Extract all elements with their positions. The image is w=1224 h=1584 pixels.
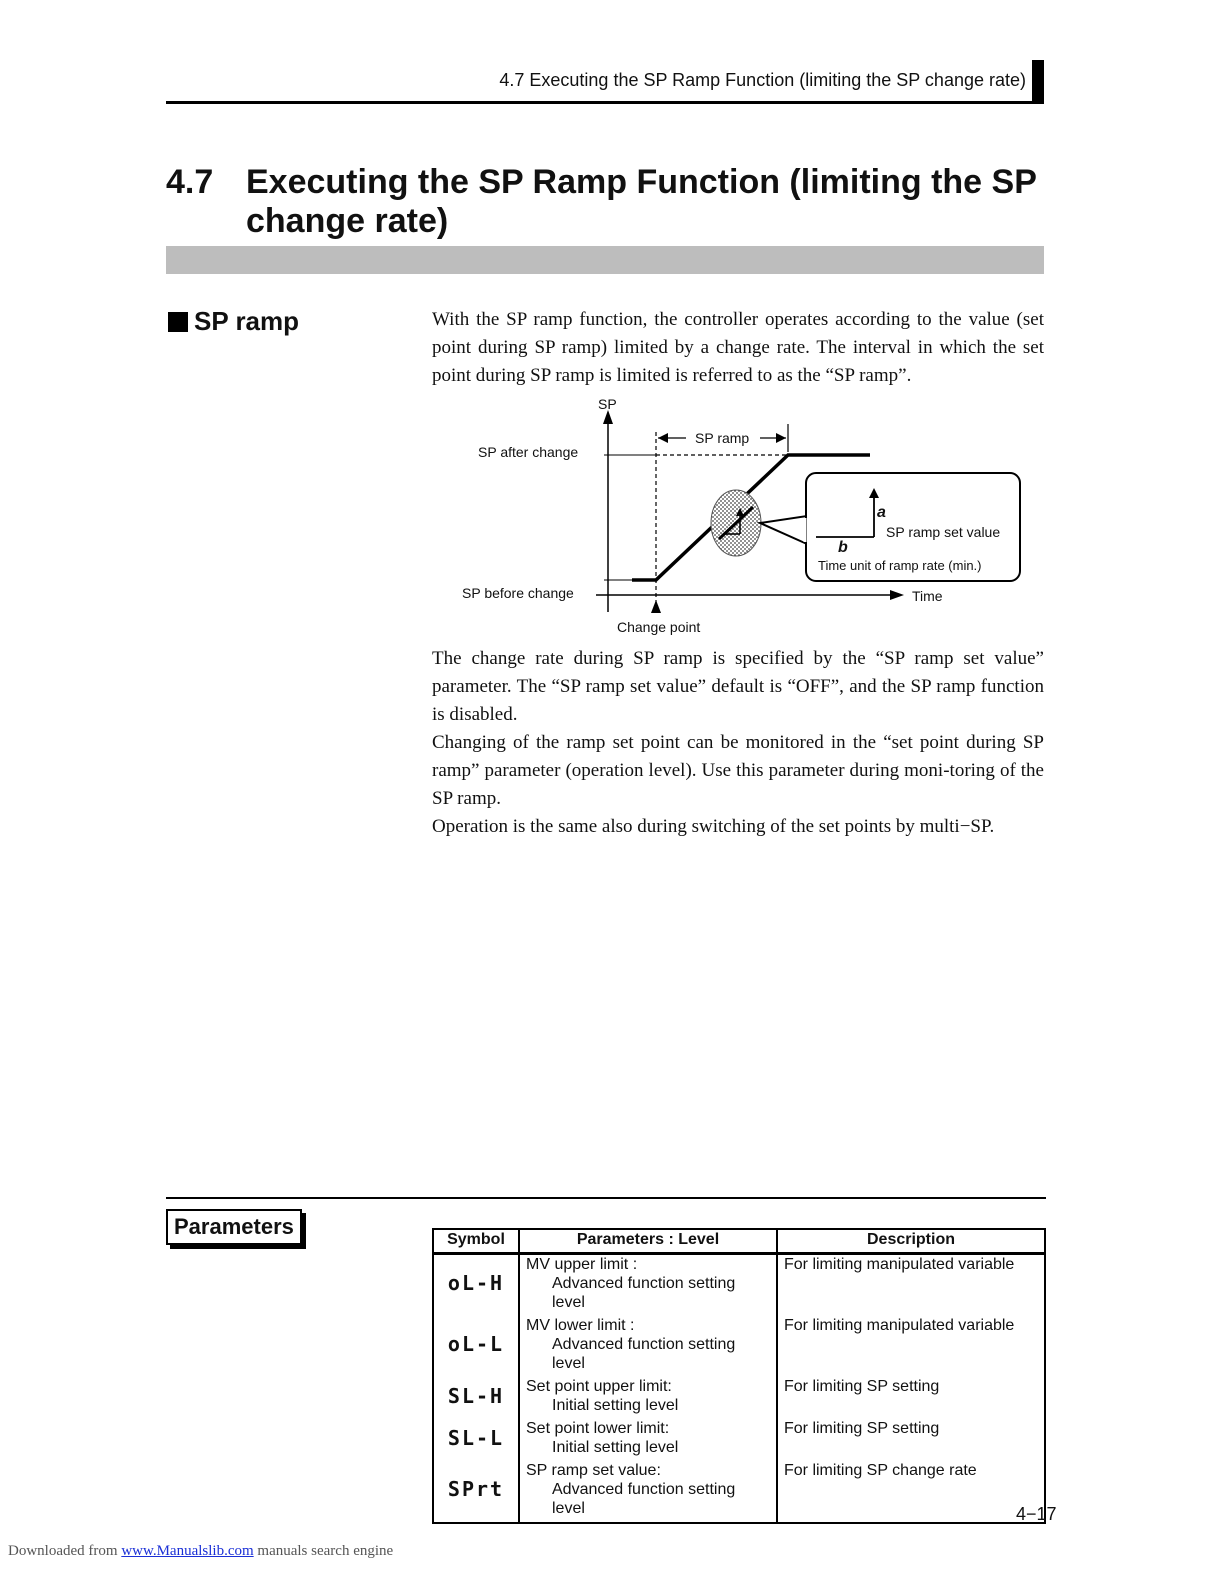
x-axis-arrow-icon xyxy=(890,590,904,600)
paragraph-monitoring: Changing of the ramp set point can be monitored in the “set point during SP ramp” parameter (operation level). Use this parameter during moni-toring of the SP ramp. xyxy=(432,732,1044,809)
header-rule xyxy=(166,101,1044,104)
sp-before-change-label: SP before change xyxy=(462,585,574,601)
parameter-cell xyxy=(519,1419,777,1461)
sp-ramp-diagram xyxy=(440,392,1040,640)
symbol-cell: oL-L xyxy=(433,1316,519,1377)
symbol-cell: oL-H xyxy=(433,1254,519,1317)
section-title: Executing the SP Ramp Function (limiting the SP change rate) xyxy=(246,163,1037,240)
parameters-table xyxy=(432,1228,1046,1524)
parameter-name: Set point upper limit: xyxy=(526,1378,672,1395)
title-gray-band xyxy=(166,246,1044,274)
subsection-heading xyxy=(168,306,299,337)
manualslib-link[interactable]: www.Manualslib.com xyxy=(121,1543,254,1559)
y-axis-arrow-icon xyxy=(603,410,613,424)
table-row xyxy=(433,1419,1045,1461)
running-header: 4.7 Executing the SP Ramp Function (limiting the SP change rate) xyxy=(499,70,1026,90)
ramp-right-arrow-icon xyxy=(776,433,786,443)
paragraph-change-rate: The change rate during SP ramp is specified by the “SP ramp set value” parameter. The “SP ramp set value” default is “OFF”, and the SP ramp function is disabled. xyxy=(432,648,1044,725)
parameter-name: MV upper limit : xyxy=(526,1256,638,1273)
x-axis-label: Time xyxy=(912,588,943,604)
body-paragraphs xyxy=(432,645,1044,841)
parameter-level: Advanced function setting level xyxy=(552,1481,736,1517)
bullet-square-icon xyxy=(168,312,188,332)
sp-after-change-label: SP after change xyxy=(478,444,579,460)
intro-paragraph xyxy=(432,306,1044,390)
table-header-row xyxy=(433,1229,1045,1254)
parameter-cell xyxy=(519,1461,777,1523)
symbol-cell: SL-H xyxy=(433,1377,519,1419)
column-header-parameters: Parameters : Level xyxy=(519,1229,777,1254)
column-header-symbol: Symbol xyxy=(433,1229,519,1254)
y-axis-label: SP xyxy=(598,396,617,412)
sp-ramp-label: SP ramp xyxy=(695,430,750,446)
parameter-level: Initial setting level xyxy=(552,1397,679,1414)
symbol-cell: SL-L xyxy=(433,1419,519,1461)
parameter-name: MV lower limit : xyxy=(526,1317,635,1334)
ramp-left-arrow-icon xyxy=(658,433,668,443)
description-cell: For limiting manipulated variable xyxy=(777,1316,1045,1377)
change-point-arrow-icon xyxy=(651,600,661,613)
column-header-description: Description xyxy=(777,1229,1045,1254)
footer-prefix: Downloaded from xyxy=(8,1543,118,1559)
parameter-cell xyxy=(519,1254,777,1317)
table-row xyxy=(433,1254,1045,1317)
callout-b-mark: b xyxy=(838,539,848,556)
callout-pointer xyxy=(760,516,807,544)
table-row xyxy=(433,1316,1045,1377)
table-row xyxy=(433,1377,1045,1419)
callout-a-mark: a xyxy=(877,504,886,521)
footer-suffix: manuals search engine xyxy=(257,1543,394,1559)
header-tab-marker xyxy=(1032,60,1044,104)
parameter-name: Set point lower limit: xyxy=(526,1420,670,1437)
description-cell: For limiting SP change rate xyxy=(777,1461,1045,1523)
parameters-heading: Parameters xyxy=(166,1209,302,1245)
parameter-level: Advanced function setting level xyxy=(552,1275,736,1311)
page-number: 4−17 xyxy=(1016,1504,1057,1524)
paragraph-multi-sp: Operation is the same also during switching of the set points by multi−SP. xyxy=(432,816,995,837)
parameter-level: Advanced function setting level xyxy=(552,1336,736,1372)
table-row xyxy=(433,1461,1045,1523)
change-point-label: Change point xyxy=(617,619,701,635)
section-number: 4.7 xyxy=(166,163,214,201)
parameter-cell xyxy=(519,1316,777,1377)
parameters-rule xyxy=(166,1197,1046,1199)
download-footer xyxy=(8,1543,393,1560)
symbol-cell: SPrt xyxy=(433,1461,519,1523)
subsection-title: SP ramp xyxy=(194,306,300,336)
parameter-cell xyxy=(519,1377,777,1419)
description-cell: For limiting SP setting xyxy=(777,1377,1045,1419)
callout-a-description: SP ramp set value xyxy=(886,524,1001,540)
parameter-name: SP ramp set value: xyxy=(526,1462,661,1479)
description-cell: For limiting manipulated variable xyxy=(777,1254,1045,1317)
parameter-level: Initial setting level xyxy=(552,1439,679,1456)
description-cell: For limiting SP setting xyxy=(777,1419,1045,1461)
callout-b-description: Time unit of ramp rate (min.) xyxy=(818,558,982,573)
intro-text: With the SP ramp function, the controller operates according to the value (set point during SP ramp) limited by a change rate. The interval in which the set point during SP ramp is limited is referred to as the “SP ramp”. xyxy=(432,309,1044,386)
